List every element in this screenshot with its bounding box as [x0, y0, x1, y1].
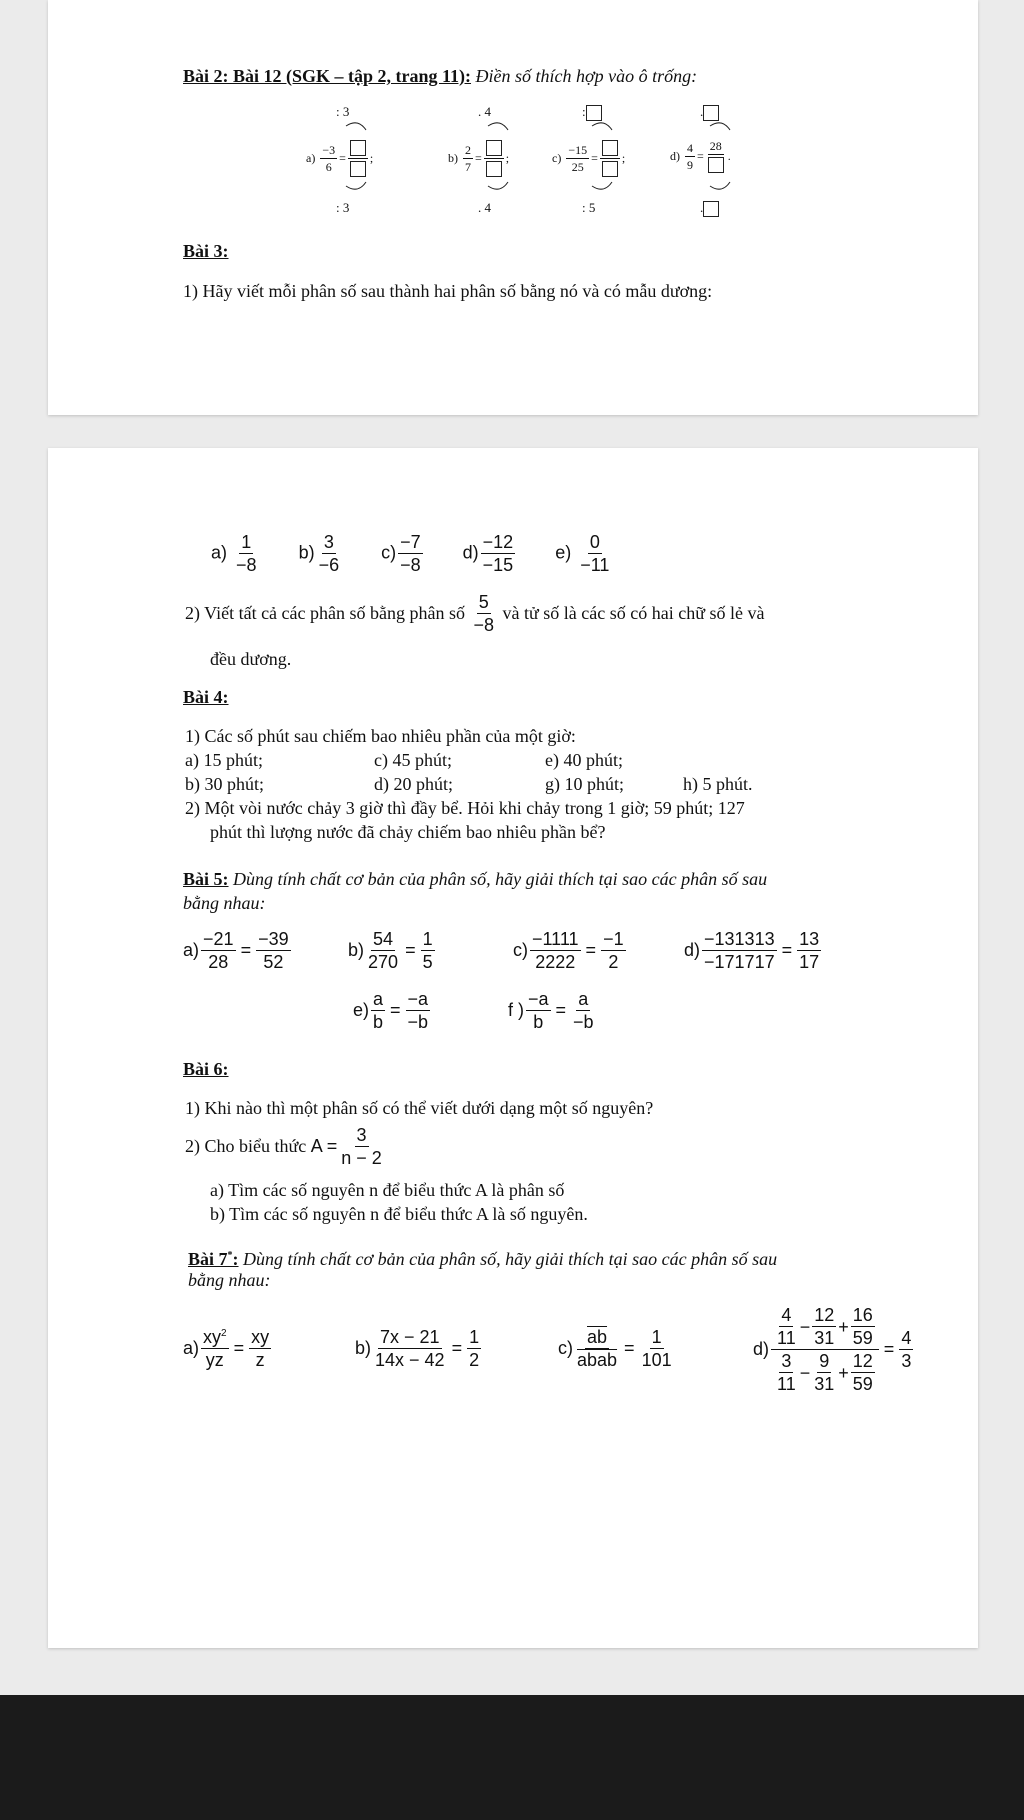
bai3-q2: 2) Viết tất cả các phân số bằng phân số $\frac{5}{-8}$ và tử số là các số có hai chữ số lẻ và [185, 591, 765, 635]
bai3-frac-e: e) $\frac{0}{-11}$ [555, 532, 610, 575]
bottom-bar [0, 1695, 1024, 1820]
bai7-item-d: d) $\frac{4}{11}$ − $\frac{12}{31}$ + $\frac{16}{59}$ $\frac{3}{11}$ − $\frac{9}{31}$ + $\frac{12}{59}$ = $\frac{4}{3}$ [753, 1305, 912, 1394]
bai5-heading-line: Bài 5: Dùng tính chất cơ bản của phân số, hãy giải thích tại sao các phân số sau [183, 869, 768, 889]
bai3-heading: Bài 3: [183, 241, 229, 261]
bai6-q2: 2) Cho biểu thức A = $\frac{3}{n - 2}$ [185, 1124, 382, 1168]
bai5-item-c: c) $\frac{-1111}{2222}$ = $\frac{-1}{2}$ [513, 929, 624, 972]
bai3-q1: 1) Hãy viết mỗi phân số sau thành hai phân số bằng nó và có mẫu dương: [183, 281, 713, 301]
bai2-heading: Bài 2: Bài 12 (SGK – tập 2, trang 11): [183, 66, 472, 86]
document-page-2: a) $\frac{1}{-8}$ b) $\frac{3}{-6}$ c) $\frac{-7}{-8}$ d) $\frac{-12}{-15}$ e) $\frac{0}{-11}$ 2) Viết tất cả các phân số bằng phân số $\frac{5}{-8}$ và tử số là các số có hai chữ số lẻ và đều dương. Bài 4: 1) Các số phút sau chiếm bao nhiêu phần của một giờ: a) 15 phút; c) 45 phút; e) 40 phút; b) 30 phút; d) 20 phút; g) 10 phút; h) 5 phút. 2) Một vòi nước chảy 3 giờ thì đầy bể. Hỏi khi chảy trong 1 giờ; 59 phút; 127 phút thì lượng nước đã chảy chiếm bao nhiêu phần bể? Bài 5: Dùng tính chất cơ bản của phân số, hãy giải thích tại sao các phân số sau bằng nhau: a) $\frac{-21}{28}$ = $\frac{-39}{52}$ b) $\frac{54}{270}$ = $\frac{1}{5}$ c) $\frac{-1111}{2222}$ = $\frac{-1}{2}$ d) $\frac{-131313}{-171717}$ = $\frac{13}{17}$ e) $\frac{a}{b}$ = $\frac{-a}{-b}$ f ) $\frac{-a}{b}$ = $\frac{a}{-b}$ Bài 6: 1) Khi nào thì một phân số có thể viết dưới dạng một số nguyên? 2) Cho biểu thức A = $\frac{3}{n - 2}$ a) Tìm các số nguyên n để biểu thức A là phân số b) Tìm các số nguyên n để biểu thức A là số nguyên. Bài 7*: Dùng tính chất cơ bản của phân số, hãy giải thích tại sao các phân số sau bằng nhau: a) $\frac{xy^2}{yz}$ = $\frac{xy}{z}$ b) $\frac{7x - 21}{14x - 42}$ = $\frac{1}{2}$ c) $\frac{\overline{ab}}{\text{abab}}$ = $\frac{1}{101}$ d) $\frac{4}{11}$ − $\frac{12}{31}$ + $\frac{16}{59}$ $\frac{3}{11}$ − $\frac{9}{31}$ + $\frac{12}{59}$ = $\frac{4}{3}$ [48, 448, 978, 1648]
bai6-qb: b) Tìm các số nguyên n để biểu thức A là số nguyên. [210, 1204, 588, 1224]
bai7-instruction-2: bằng nhau: [188, 1270, 271, 1290]
bai5-instruction-2: bằng nhau: [183, 893, 266, 913]
bai4-q2-line1: 2) Một vòi nước chảy 3 giờ thì đầy bể. Hỏi khi chảy trong 1 giờ; 59 phút; 127 [185, 798, 745, 818]
bai7-item-b: b) $\frac{7x - 21}{14x - 42}$ = $\frac{1}{2}$ [355, 1327, 480, 1370]
bai7-item-c: c) $\frac{\overline{ab}}{\text{abab}}$ = $\frac{1}{101}$ [558, 1327, 672, 1370]
bai2-instruction: Điền số thích hợp vào ô trống: [475, 66, 698, 86]
bai7-heading-line: Bài 7*: Dùng tính chất cơ bản của phân số, hãy giải thích tại sao các phân số sau [188, 1249, 778, 1269]
bai6-heading: Bài 6: [183, 1059, 229, 1079]
bai2-item-b: . 4 b) $\frac{2}{7}$ = ; . 4 [448, 104, 510, 215]
bai4-q2-line2: phút thì lượng nước đã chảy chiếm bao nhiêu phần bể? [210, 822, 606, 842]
bai3-q2-line2: đều dương. [210, 649, 292, 669]
bai2-heading-line [183, 65, 697, 87]
bai6-q1: 1) Khi nào thì một phân số có thể viết dưới dạng một số nguyên? [185, 1098, 654, 1118]
bai2-item-a: : 3 a) $\frac{-3}{6}$ = ; : 3 [306, 104, 374, 215]
bai2-item-c: : c) $\frac{-15}{25}$ = ; : 5 [552, 104, 626, 215]
bai7-heading: Bài 7 [188, 1249, 228, 1269]
bai5-item-a: a) $\frac{-21}{28}$ = $\frac{-39}{52}$ [183, 929, 289, 972]
bai2-item-d: . d) $\frac{4}{9}$ = 28 . . [670, 108, 770, 218]
bai4-q1: 1) Các số phút sau chiếm bao nhiêu phần của một giờ: [185, 726, 576, 746]
bai5-item-b: b) $\frac{54}{270}$ = $\frac{1}{5}$ [348, 929, 433, 972]
bai3-frac-d: d) $\frac{-12}{-15}$ [462, 532, 514, 575]
bai3-fraction-row [211, 533, 613, 574]
bai3-frac-c: c) $\frac{-7}{-8}$ [381, 532, 421, 575]
bai5-item-e: e) $\frac{a}{b}$ = $\frac{-a}{-b}$ [353, 989, 429, 1032]
bai7-item-a: a) $\frac{xy^2}{yz}$ = $\frac{xy}{z}$ [183, 1327, 270, 1370]
bai5-item-d: d) $\frac{-131313}{-171717}$ = $\frac{13}{17}$ [684, 929, 820, 972]
bai5-heading: Bài 5: [183, 869, 229, 889]
bai3-frac-b: b) $\frac{3}{-6}$ [298, 532, 340, 575]
document-page-1 [48, 0, 978, 415]
bai4-heading: Bài 4: [183, 687, 229, 707]
bai6-qa: a) Tìm các số nguyên n để biểu thức A là phân số [210, 1180, 565, 1200]
bai3-frac-a: a) $\frac{1}{-8}$ [211, 532, 257, 575]
bai5-item-f: f ) $\frac{-a}{b}$ = $\frac{a}{-b}$ [508, 989, 594, 1032]
